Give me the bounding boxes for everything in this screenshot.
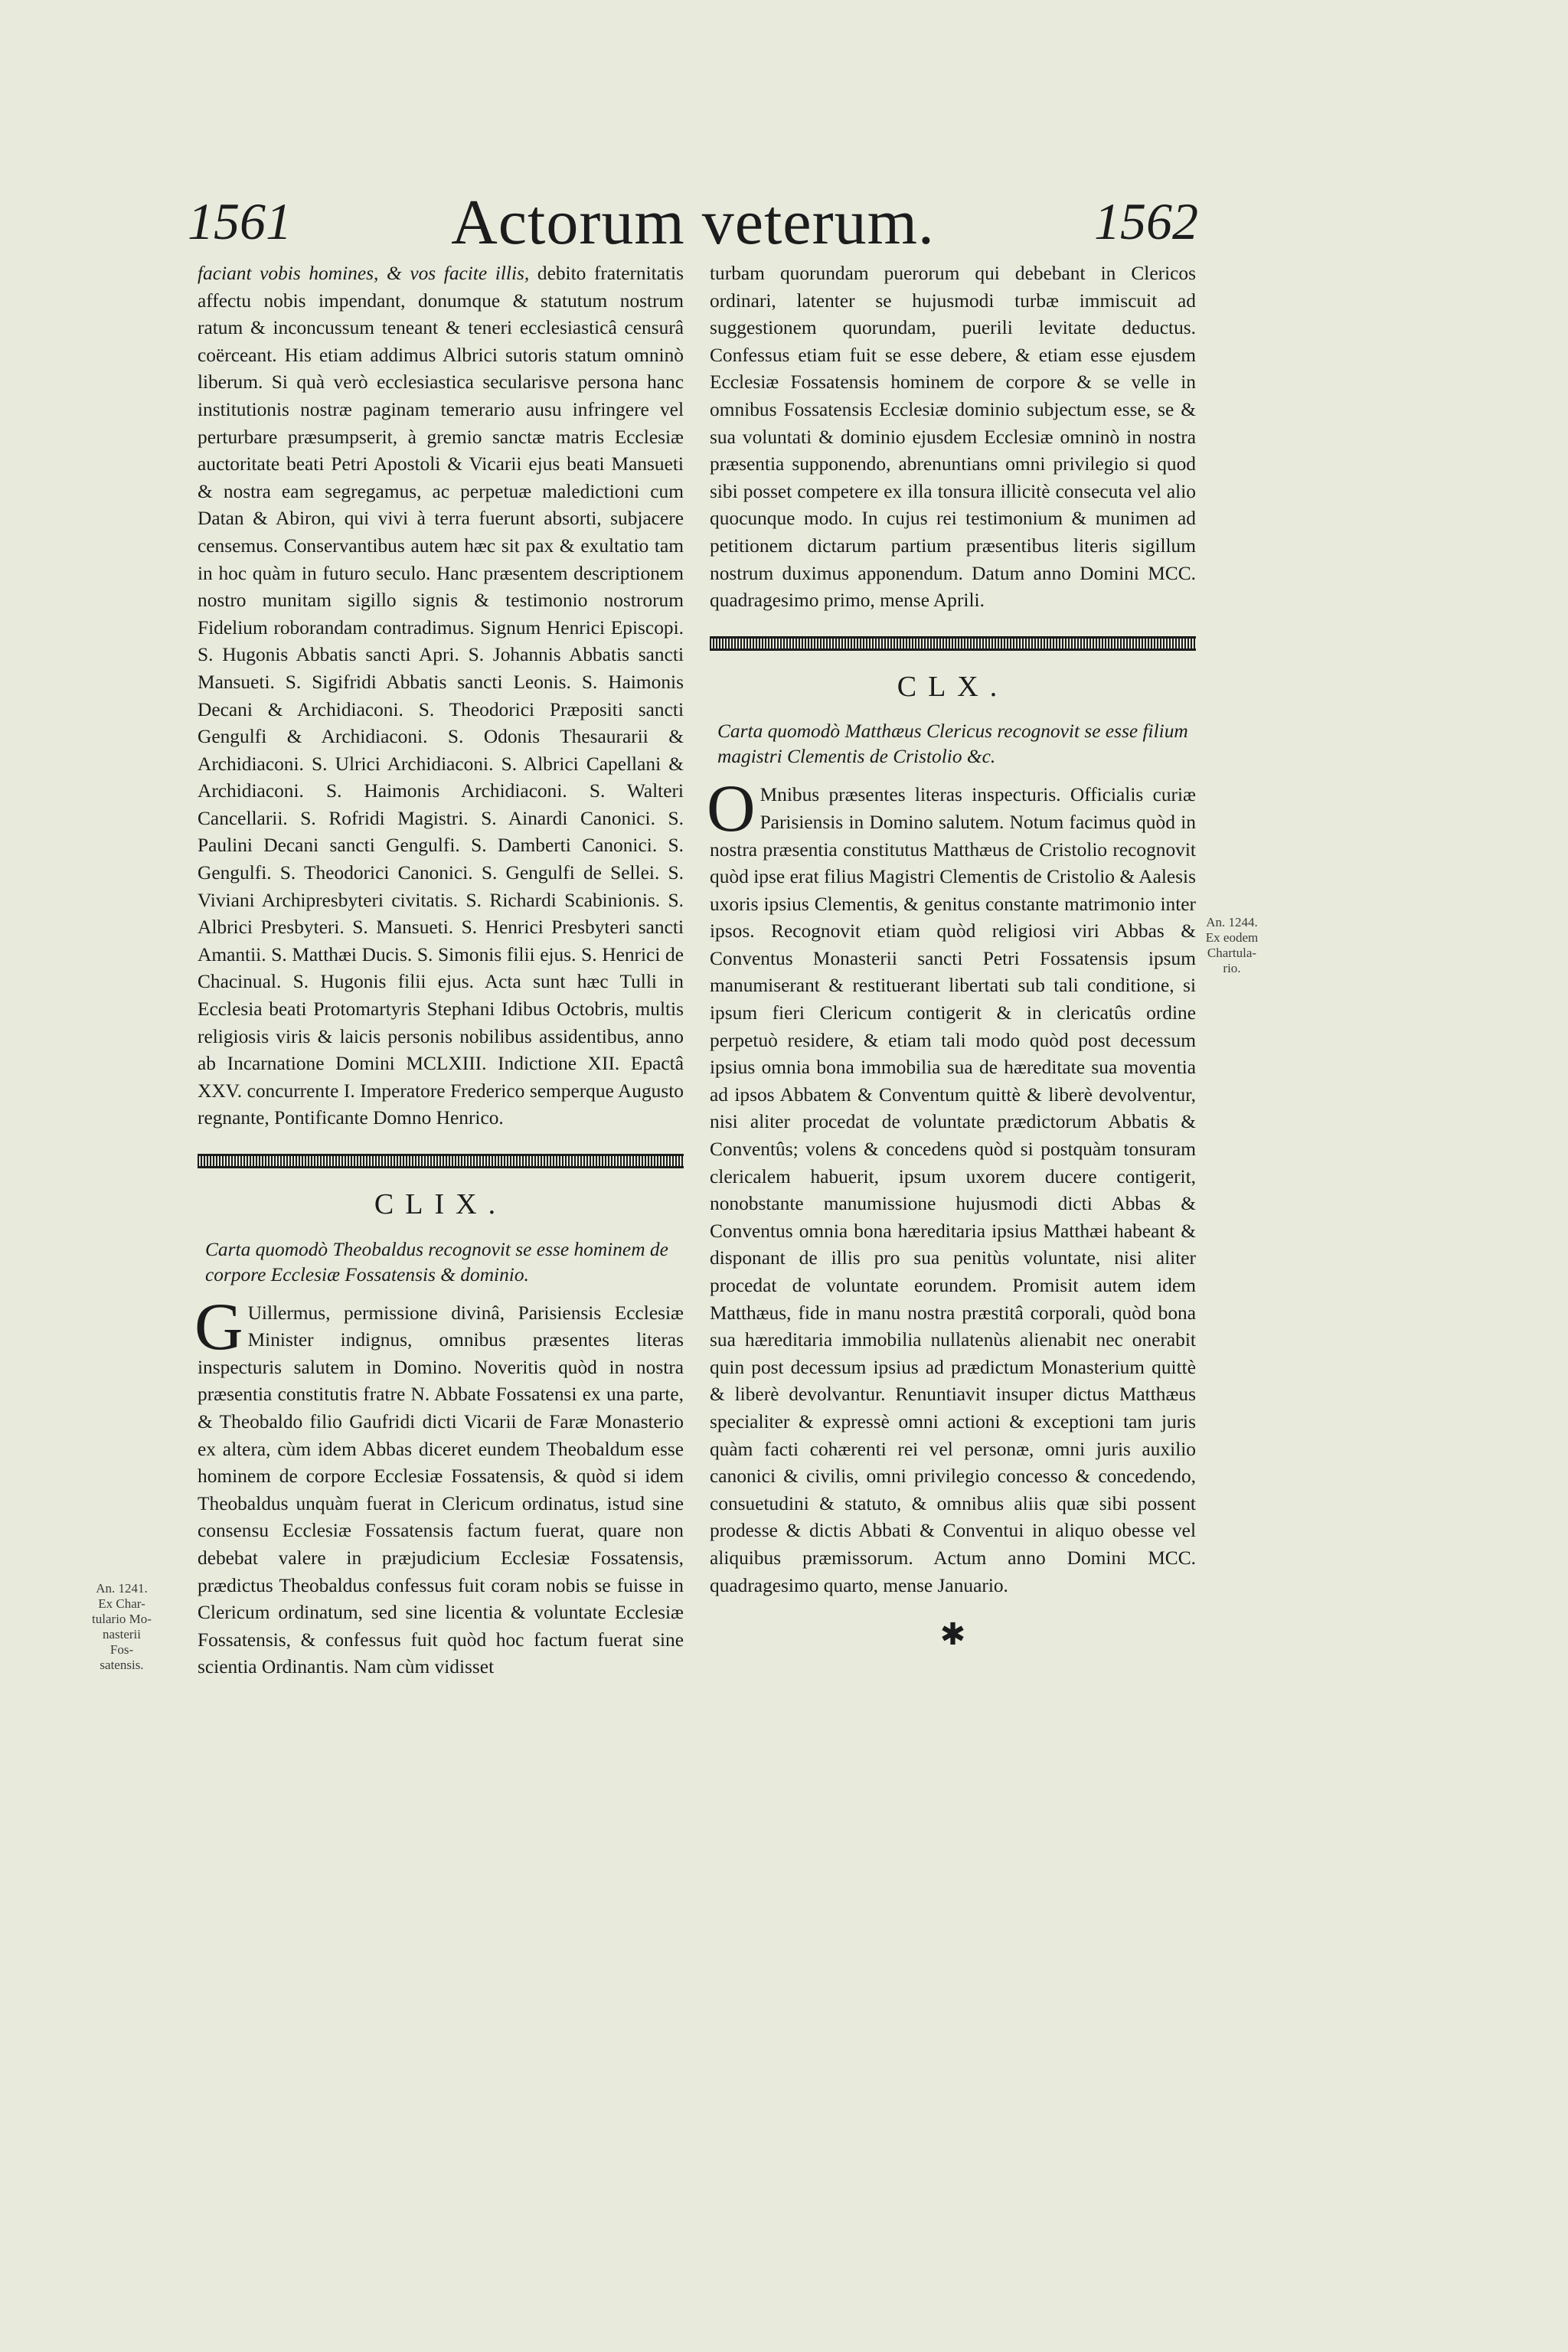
charter-body-clx	[707, 772, 1196, 1599]
margin-note-line: Chartula-	[1207, 946, 1257, 960]
section-heading-clx: CLX.	[897, 670, 1009, 703]
margin-note-line: An. 1244.	[1206, 915, 1258, 929]
charter-caption-clx: Carta quomodò Matthæus Clericus recognovit se esse filium magistri Clementis de Cristolio &c.	[717, 720, 1188, 768]
margin-note-line: An. 1241.	[96, 1581, 148, 1596]
continued-charter-text	[198, 260, 684, 1132]
margin-note-line: Ex eodem	[1205, 930, 1259, 945]
left-page-number: 1561	[188, 192, 292, 250]
margin-note-line: Ex Char-	[98, 1596, 145, 1611]
margin-note-line: satensis.	[100, 1658, 144, 1672]
continued-charter-text-right: turbam quorundam puerorum qui debebant in Clericos ordinari, latenter se hujusmodi turbæ immiscuit ad suggestionem quorundam, puerili levitate deductus. Confessus etiam fuit se esse debere, & etiam esse ejusdem Ecclesiæ Fossatensis hominem de corpore & se velle in omnibus Fossatensis Ecclesiæ dominio subjectum esse, se & sua voluntati & dominio ejusdem Ecclesiæ omninò in nostra præsentia supponendo, abrenuntians omni privilegio si quod sibi posset competere ex illa tonsura illicitè consecuta vel alio quocunque modo. In cujus rei testimonium & munimen ad petitionem dictarum partium præsentibus literis sigillum nostrum duximus apponendum. Datum anno Domini MCC. quadragesimo primo, mense Aprili.	[710, 263, 1196, 612]
charter-caption-clix: Carta quomodò Theobaldus recognovit se esse hominem de corpore Ecclesiæ Fossatensis & dominio.	[205, 1238, 668, 1285]
margin-note-line: tulario Mo-	[92, 1612, 152, 1626]
charter-body-text: Uillermus, permissione divinâ, Parisiensis Ecclesiæ Minister indignus, omnibus præsentes literas inspecturis salutem in Domino. Noveritis quòd in nostra præsentia constitutis fratre N. Abbate Fossatensi ex una parte, & Theobaldo filio Gaufridi dicti Vicarii de Faræ Monasterio ex altera, cùm idem Abbas diceret eundem Theobaldum esse hominem de corpore Ecclesiæ Fossatensis, & quòd si idem Theobaldus unquàm fuerat in Clericum ordinatus, istud sine consensu Ecclesiæ Fossatensis factum fuerat, quare non debebat valere in præjudicium Ecclesiæ Fossatensis, prædictus Theobaldus confessus fuit coram nobis se fuisse in Clericum ordinatum, sed sine licentia & voluntate Ecclesiæ Fossatensis, & confessus fuit quòd hoc factum fuerat sine scientia Ordinantis. Nam cùm vidisset	[198, 1302, 684, 1678]
margin-note-left	[90, 1581, 153, 1673]
opening-italic-text: faciant vobis homines, & vos facite illis,	[198, 263, 530, 284]
margin-note-line: nasterii Fos-	[102, 1627, 142, 1657]
charter-body-text: Mnibus præsentes literas inspecturis. Officialis curiæ Parisiensis in Domino salutem. Notum facimus quòd in nostra præsentia constitutus Matthæus de Cristolio recognovit quòd ipse erat filius Magistri Clementis de Cristolio & Aalesis uxoris ipsius Clementis, & genitus constante matrimonio inter ipsos. Recognovit etiam quòd religiosi viri Abbas & Conventus Monasterii sancti Petri Fossatensis ipsum manumiserant & restituerant libertati sub tali conditione, si ipsum fieri Clericum contigerit & in clericatûs ordine perpetuò residere, & etiam tali modo quòd post decessum ipsius omnia bona immobilia sua de hæreditate sua moventia ad ipsos Abbatem & Conventum quittè & liberè devolventur, nisi aliter procedat de voluntate prædictorum Abbatis & Conventûs; volens & concedens quòd si postquàm tonsuram clericalem habuerit, ipsum uxorem ducere contigerit, nonobstante manumissione hujusmodi dicti Abbas & Conventus omnia bona hæreditaria ipsius Matthæi habeant & disponant de illis pro sua penitùs voluntate, nisi aliter procedat de voluntate eorundem. Promisit autem idem Matthæus, fide in manu nostra præstitâ corporali, quòd bona sua hæreditaria immobilia nullatenùs alienabit nec onerabit quin post decessum ipsius ad prædictum Monasterium quittè & liberè devolvantur. Renuntiavit insuper dictus Matthæus specialiter & expressè omni actioni & exceptioni tam juris quàm facti cohærenti rei vel personæ, omni juris auxilio canonici & civilis, omni privilegio concesso & concedendo, consuetudini & statuto, & omnibus aliis quæ sibi possent prodesse & dictis Abbati & Conventui in aliquo obesse vel aliquibus præmissorum. Actum anno Domini MCC. quadragesimo quarto, mense Januario.	[710, 784, 1196, 1596]
section-divider	[198, 1154, 684, 1168]
charter-body-clix	[194, 1289, 684, 1681]
right-page-number: 1562	[1094, 192, 1198, 250]
margin-note-right	[1200, 915, 1263, 976]
margin-note-line: rio.	[1223, 961, 1241, 975]
section-heading-clix: CLIX.	[374, 1188, 508, 1220]
right-column	[707, 260, 1196, 1652]
end-ornament-icon: ✱	[939, 1617, 966, 1652]
section-divider	[710, 636, 1196, 651]
page-header	[188, 187, 1198, 260]
drop-cap: G	[194, 1289, 243, 1364]
drop-cap: O	[707, 772, 756, 847]
running-title: Actorum veterum.	[451, 187, 935, 258]
left-column	[194, 260, 684, 1681]
opening-text: debito fraternitatis affectu nobis impendant, donumque & statutum nostrum ratum & inconcussum teneant & teneri ecclesiasticâ censurâ coërceant. His etiam addimus Albrici sutoris statum omninò liberum. Si quà verò ecclesiastica secularisve persona hanc institutionis nostræ paginam temerario ausu infringere vel perturbare præsumpserit, à gremio sanctæ matris Ecclesiæ auctoritate beati Petri Apostoli & Vicarii ejus beati Mansueti & nostra eam segregamus, ac perpetuæ maledictioni cum Datan & Abiron, qui vivi à terra fuerunt absorti, subjacere censemus. Conservantibus autem hæc sit pax & exultatio tam in hoc quàm in futuro seculo. Hanc præsentem descriptionem nostro munitam sigillo signis & testimonio nostrorum Fidelium roborandam contradimus. Signum Henrici Episcopi. S. Hugonis Abbatis sancti Apri. S. Johannis Abbatis sancti Mansueti. S. Sigifridi Abbatis sancti Leonis. S. Haimonis Decani & Archidiaconi. S. Theodorici Præpositi sancti Gengulfi & Archidiaconi. S. Odonis Thesaurarii & Archidiaconi. S. Ulrici Archidiaconi. S. Albrici Capellani & Archidiaconi. S. Haimonis Archidiaconi. S. Walteri Cancellarii. S. Rofridi Magistri. S. Ainardi Canonici. S. Paulini Decani sancti Gengulfi. S. Damberti Canonici. S. Gengulfi. S. Theodorici Canonici. S. Gengulfi de Sellei. S. Viviani Archipresbyteri civitatis. S. Richardi Scabinionis. S. Albrici Presbyteri. S. Mansueti. S. Henrici Presbyteri sancti Amantii. S. Matthæi Ducis. S. Simonis filii ejus. S. Henrici de Chacinual. S. Hugonis filii ejus. Acta sunt hæc Tulli in Ecclesia beati Protomartyris Stephani Idibus Octobris, multis religiosis viris & laicis personis nobilibus assidentibus, anno ab Incarnatione Domini MCLXIII. Indictione XII. Epactâ XXV. concurrente I. Imperatore Frederico semperque Augusto regnante, Pontificante Domno Henrico.	[198, 263, 684, 1129]
